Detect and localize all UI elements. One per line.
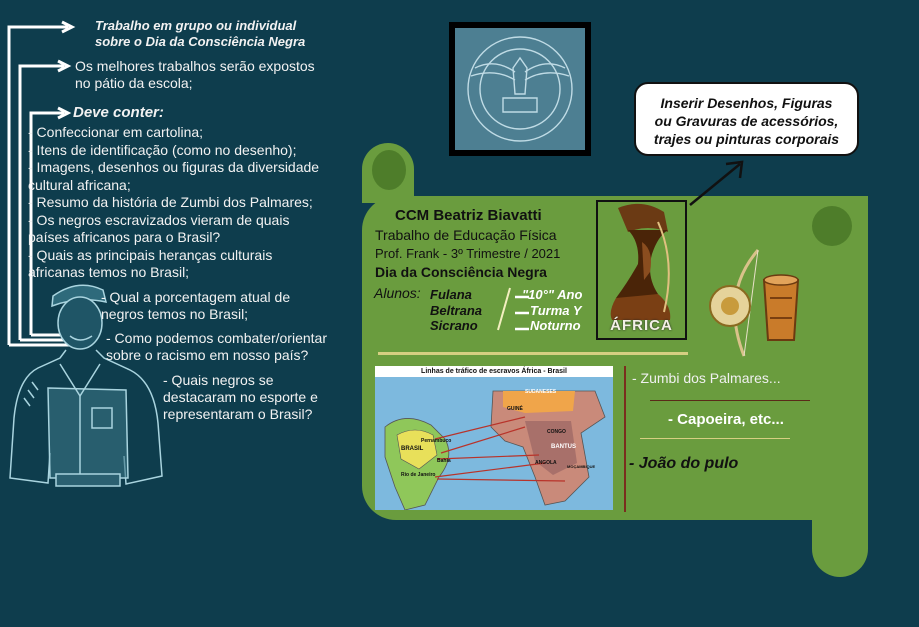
question-line: negros temos no Brasil; xyxy=(101,306,249,322)
slave-trade-map xyxy=(375,366,613,510)
scroll-curl xyxy=(372,150,406,190)
theme-title: Dia da Consciência Negra xyxy=(375,264,547,280)
teacher-line: Prof. Frank - 3º Trimestre / 2021 xyxy=(375,246,561,261)
berimbau-icon xyxy=(700,244,810,362)
exposure-line-1: Os melhores trabalhos serão expostos xyxy=(75,58,315,74)
topic-capoeira: - Capoeira, etc... xyxy=(668,411,784,428)
question-line: - Como podemos combater/orientar xyxy=(106,330,327,346)
topics-divider xyxy=(624,366,626,512)
map-label: CONGO xyxy=(547,429,566,435)
map-label: Bahia xyxy=(437,458,451,464)
question-line: - Quais negros se xyxy=(163,372,274,388)
student-name: Sicrano xyxy=(430,318,478,333)
student-name: Fulana xyxy=(430,287,472,302)
map-drawing xyxy=(375,377,613,510)
topic-zumbi: - Zumbi dos Palmares... xyxy=(632,370,781,386)
class-info xyxy=(522,287,582,334)
map-label: GUINÉ xyxy=(507,406,523,412)
class-group: Turma Y xyxy=(530,302,582,318)
topic-line xyxy=(650,400,810,401)
question-sports xyxy=(163,372,318,423)
map-title: Linhas de tráfico de escravos África - Brasil xyxy=(375,366,613,377)
heading-line-2: sobre o Dia da Consciência Negra xyxy=(95,34,306,49)
list-item: - Resumo da história de Zumbi dos Palmares; xyxy=(28,194,313,210)
callout-line: Inserir Desenhos, Figuras xyxy=(660,95,833,111)
africa-label: ÁFRICA xyxy=(610,317,673,334)
map-label: Pernambuco xyxy=(421,438,452,444)
map-label: ANGOLA xyxy=(535,460,557,466)
list-item: cultural africana; xyxy=(28,176,131,193)
students-list xyxy=(430,287,482,334)
question-percentage xyxy=(101,289,290,323)
map-label: MOÇAMBIQUE xyxy=(567,464,596,469)
question-line: representaram o Brasil? xyxy=(163,406,313,422)
question-racism xyxy=(106,330,327,364)
students-label: Alunos: xyxy=(374,285,421,301)
list-item: - Imagens, desenhos ou figuras da diversidade xyxy=(28,159,320,175)
map-label: BANTUS xyxy=(551,444,576,450)
school-seal-frame xyxy=(449,22,591,156)
list-item: países africanos para o Brasil? xyxy=(28,229,221,245)
instruction-callout xyxy=(634,82,859,156)
class-shift: Noturno xyxy=(530,318,581,333)
exposure-line-2: no pátio da escola; xyxy=(75,75,193,91)
student-name: Beltrana xyxy=(430,302,483,318)
school-seal-emblem xyxy=(455,28,585,150)
list-item: africanas temos no Brasil; xyxy=(28,264,190,280)
map-label: SUDANESES xyxy=(525,389,557,395)
scroll-curl xyxy=(812,206,852,246)
map-label: Rio de Janeiro xyxy=(401,472,436,478)
must-contain-label: Deve conter: xyxy=(73,104,164,121)
topic-joao-do-pulo: - João do pulo xyxy=(629,455,739,472)
divider-slash xyxy=(494,284,514,334)
list-item: - Os negros escravizados vieram de quais xyxy=(28,211,290,228)
requirements-list xyxy=(28,124,319,282)
question-line: destacaram no esporte e xyxy=(163,389,318,405)
callout-arrow xyxy=(680,150,760,210)
question-line: - Qual a porcentagem atual de xyxy=(101,289,291,305)
school-name: CCM Beatriz Biavatti xyxy=(395,207,542,224)
section-divider xyxy=(378,352,688,355)
list-item: - Quais as principais heranças culturais xyxy=(28,246,273,263)
callout-line: ou Gravuras de acessórios, xyxy=(654,113,839,129)
map-label: BRASIL xyxy=(401,446,424,452)
heading-line-1: Trabalho em grupo ou individual xyxy=(95,18,297,33)
topic-line xyxy=(640,438,790,439)
work-subject: Trabalho de Educação Física xyxy=(375,227,557,243)
callout-line: trajes ou pinturas corporais xyxy=(653,131,840,147)
africa-image-box xyxy=(596,200,687,340)
list-item: - Confeccionar em cartolina; xyxy=(28,124,204,140)
question-line: sobre o racismo em nosso país? xyxy=(106,347,309,363)
class-year: "10°" Ano xyxy=(522,287,583,302)
list-item: - Itens de identificação (como no desenho); xyxy=(28,141,297,158)
